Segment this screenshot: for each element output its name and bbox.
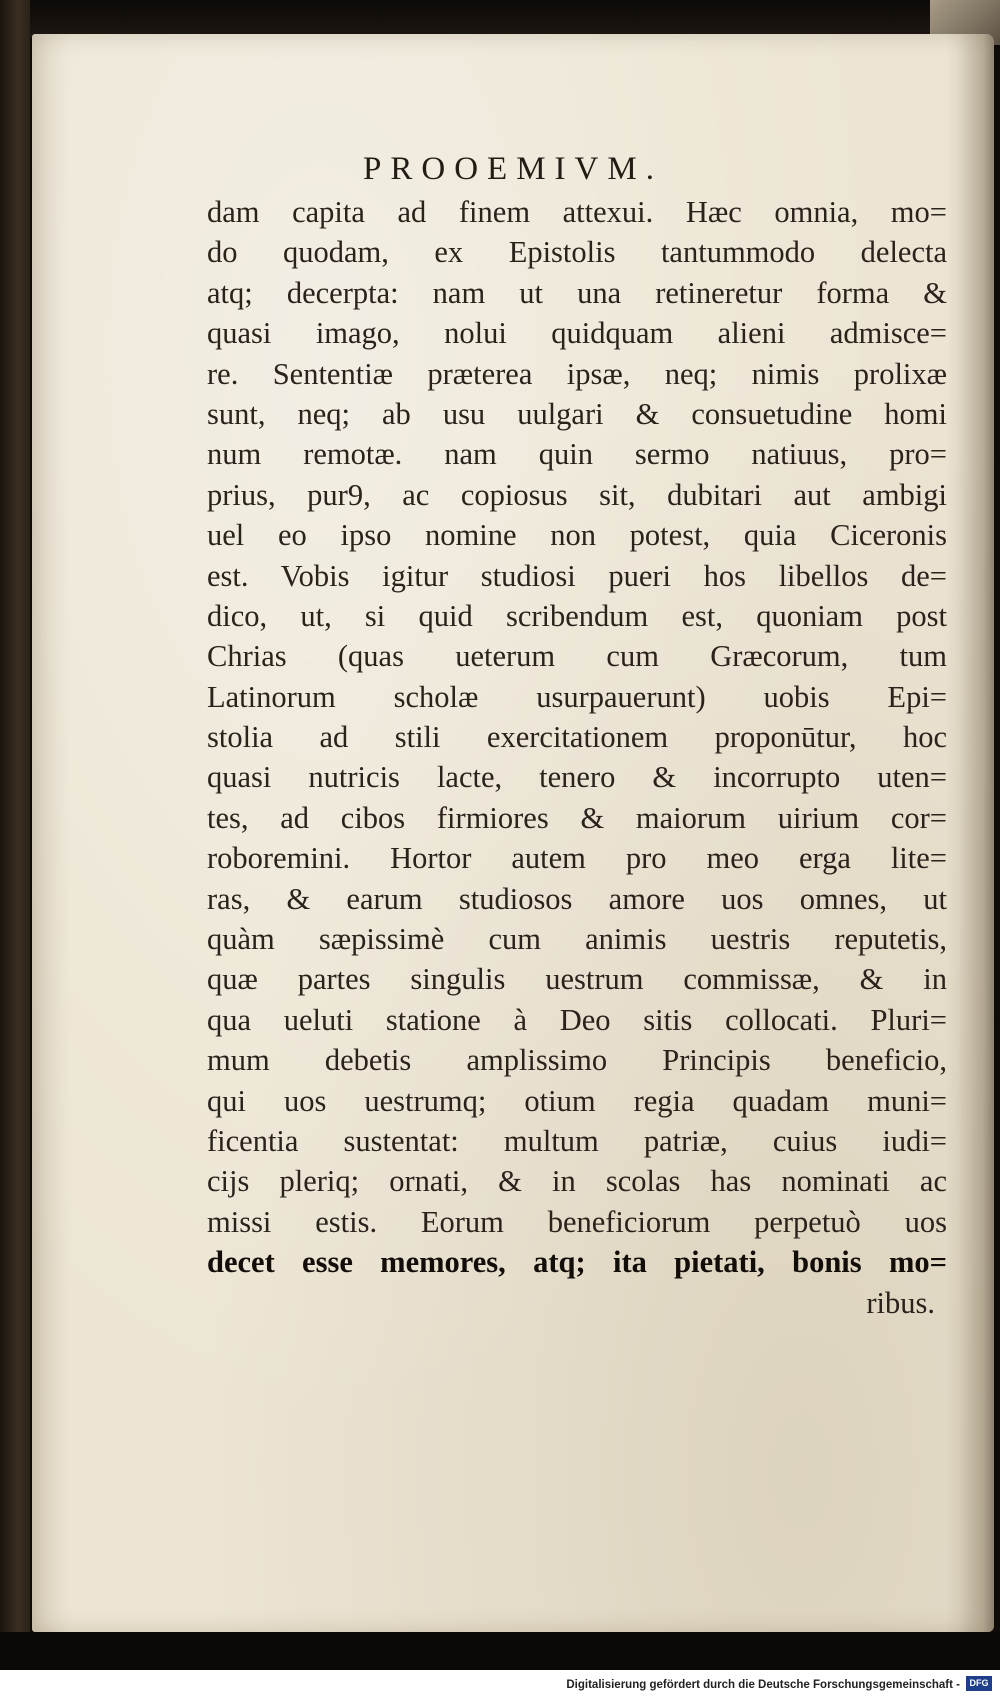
page-edge-shadow bbox=[958, 34, 994, 1632]
book-page bbox=[32, 34, 994, 1632]
text-line: est. Vobis igitur studiosi pueri hos libellos de= bbox=[207, 558, 947, 593]
text-line: cijs pleriq; ornati, & in scolas has nominati ac bbox=[207, 1164, 947, 1199]
text-line: quæ partes singulis uestrum commissæ, & in bbox=[207, 962, 947, 997]
text-line: qui uos uestrumq; otium regia quadam muni= bbox=[207, 1083, 947, 1118]
text-line: dico, ut, si quid scribendum est, quoniam post bbox=[207, 598, 947, 633]
dfg-logo: DFG bbox=[966, 1676, 992, 1691]
text-line: num remotæ. nam quin sermo natiuus, pro= bbox=[207, 437, 947, 472]
text-line: decet esse memores, atq; ita pietati, bonis mo= bbox=[207, 1245, 947, 1280]
binding-top bbox=[0, 0, 1000, 38]
text-line: do quodam, ex Epistolis tantummodo delecta bbox=[207, 235, 947, 270]
body-text bbox=[207, 192, 947, 1323]
footer-credit: Digitalisierung gefördert durch die Deutsche Forschungsgemeinschaft - bbox=[566, 1679, 960, 1691]
text-line: atq; decerpta: nam ut una retineretur forma & bbox=[207, 275, 947, 310]
running-header: PROOEMIVM. bbox=[363, 151, 663, 187]
text-line: tes, ad cibos firmiores & maiorum uirium cor= bbox=[207, 800, 947, 835]
text-line: sunt, neq; ab usu uulgari & consuetudine homi bbox=[207, 396, 947, 431]
binding-left bbox=[0, 0, 30, 1696]
text-line: missi estis. Eorum beneficiorum perpetuò uos bbox=[207, 1204, 947, 1239]
text-line: quasi nutricis lacte, tenero & incorrupto uten= bbox=[207, 760, 947, 795]
text-line: prius, pur9, ac copiosus sit, dubitari aut ambigi bbox=[207, 477, 947, 512]
text-line: mum debetis amplissimo Principis beneficio, bbox=[207, 1043, 947, 1078]
text-line: re. Sententiæ præterea ipsæ, neq; nimis prolixæ bbox=[207, 356, 947, 391]
text-line: ficentia sustentat: multum patriæ, cuius iudi= bbox=[207, 1123, 947, 1158]
text-line: Chrias (quas ueterum cum Græcorum, tum bbox=[207, 639, 947, 674]
text-line: ras, & earum studiosos amore uos omnes, ut bbox=[207, 881, 947, 916]
text-line: uel eo ipso nomine non potest, quia Ciceronis bbox=[207, 518, 947, 553]
text-line: qua ueluti statione à Deo sitis collocati. Pluri= bbox=[207, 1002, 947, 1037]
text-line: quàm sæpissimè cum animis uestris reputetis, bbox=[207, 922, 947, 957]
text-line: ribus. bbox=[866, 1285, 935, 1320]
footer-bar bbox=[0, 1670, 1000, 1696]
text-line: roboremini. Hortor autem pro meo erga lite= bbox=[207, 841, 947, 876]
text-line: dam capita ad finem attexui. Hæc omnia, mo= bbox=[207, 195, 947, 229]
text-line: stolia ad stili exercitationem proponūtur, hoc bbox=[207, 720, 947, 755]
text-line: Latinorum scholæ usurpauerunt) uobis Epi= bbox=[207, 679, 947, 714]
text-line: quasi imago, nolui quidquam alieni admisce= bbox=[207, 316, 947, 351]
